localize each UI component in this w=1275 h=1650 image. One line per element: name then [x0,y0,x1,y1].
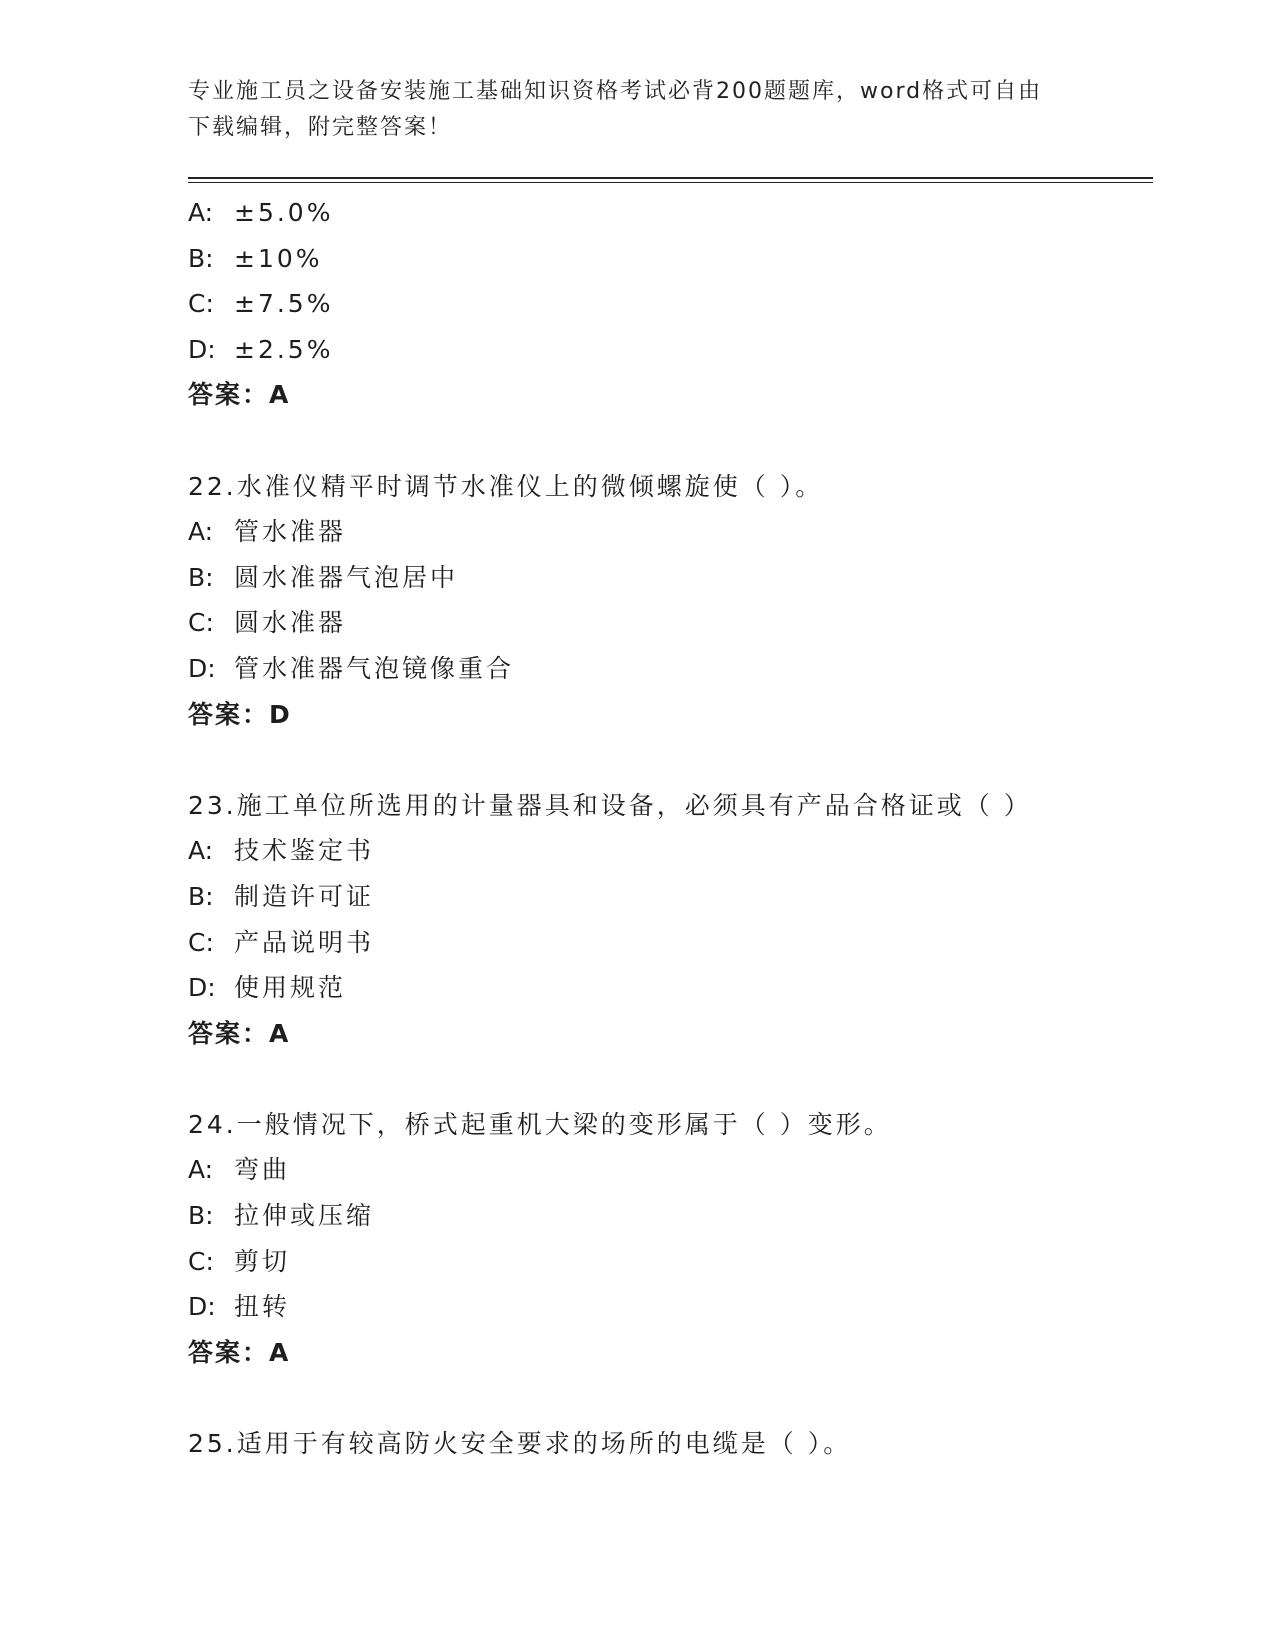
option-label: D: [188,653,216,683]
option-text: 弯曲 [234,1155,291,1185]
option-text: 制造许可证 [234,881,375,911]
question-text: 23.施工单位所选用的计量器具和设备，必须具有产品合格证或（ ） [188,790,1032,820]
option-d [188,965,1153,1011]
option-a [188,509,1153,555]
option-label: D: [188,1292,216,1322]
option-text: 产品说明书 [234,927,375,957]
option-label: A: [188,1155,214,1185]
option-label: C: [188,927,214,957]
option-label: B: [188,1201,214,1231]
option-d [188,646,1153,692]
header-line-1: 专业施工员之设备安装施工基础知识资格考试必背200题题库，word格式可自由 [188,79,1043,104]
option-c [188,1239,1153,1285]
answer: 答案：A [188,380,291,410]
option-text: ±7.5% [234,289,334,319]
option-text: 技术鉴定书 [234,836,375,866]
spacer [188,418,1153,464]
option-text: ±2.5% [234,334,334,364]
question-22 [188,464,1153,738]
question-text: 25.适用于有较高防火安全要求的场所的电缆是（ ）。 [188,1429,852,1459]
spacer [188,1375,1153,1421]
question-25 [188,1421,1153,1467]
header-rule-thin [188,182,1153,183]
option-c [188,600,1153,646]
option-d [188,1284,1153,1330]
option-b [188,1193,1153,1239]
option-label: C: [188,608,214,638]
question-21 [188,190,1153,418]
option-b [188,874,1153,920]
option-label: B: [188,243,214,273]
question-23 [188,783,1153,1057]
option-text: 圆水准器气泡居中 [234,562,459,592]
answer: 答案：D [188,699,292,729]
spacer [188,1056,1153,1102]
option-label: A: [188,198,214,227]
document-header [188,74,1088,146]
option-c [188,281,1153,327]
option-label: A: [188,836,214,866]
question-24 [188,1102,1153,1376]
option-text: 扭转 [234,1292,291,1322]
option-label: C: [188,1246,214,1276]
option-text: ±10% [234,243,323,273]
option-b [188,236,1153,282]
option-text: 圆水准器 [234,608,347,638]
option-text: 管水准器 [234,517,347,547]
header-line-2: 下载编辑，附完整答案！ [188,115,453,140]
option-label: C: [188,289,214,319]
option-text: 剪切 [234,1246,291,1276]
option-text: 管水准器气泡镜像重合 [234,653,515,683]
option-a [188,1147,1153,1193]
option-b [188,555,1153,601]
option-label: B: [188,881,214,911]
option-label: D: [188,334,216,364]
question-text: 22.水准仪精平时调节水准仪上的微倾螺旋使（ ）。 [188,471,824,501]
option-d [188,327,1153,373]
option-label: B: [188,562,214,592]
option-text: 拉伸或压缩 [234,1201,375,1231]
answer: 答案：A [188,1337,291,1367]
option-a [188,190,1153,236]
spacer [188,737,1153,783]
answer: 答案：A [188,1018,291,1048]
option-label: A: [188,517,214,547]
question-text: 24.一般情况下，桥式起重机大梁的变形属于（ ）变形。 [188,1109,892,1139]
option-a [188,828,1153,874]
option-label: D: [188,973,216,1003]
option-text: 使用规范 [234,973,347,1003]
document-body [188,190,1153,1467]
option-c [188,920,1153,966]
option-text: ±5.0% [234,198,334,227]
header-rule-thick [188,177,1153,179]
